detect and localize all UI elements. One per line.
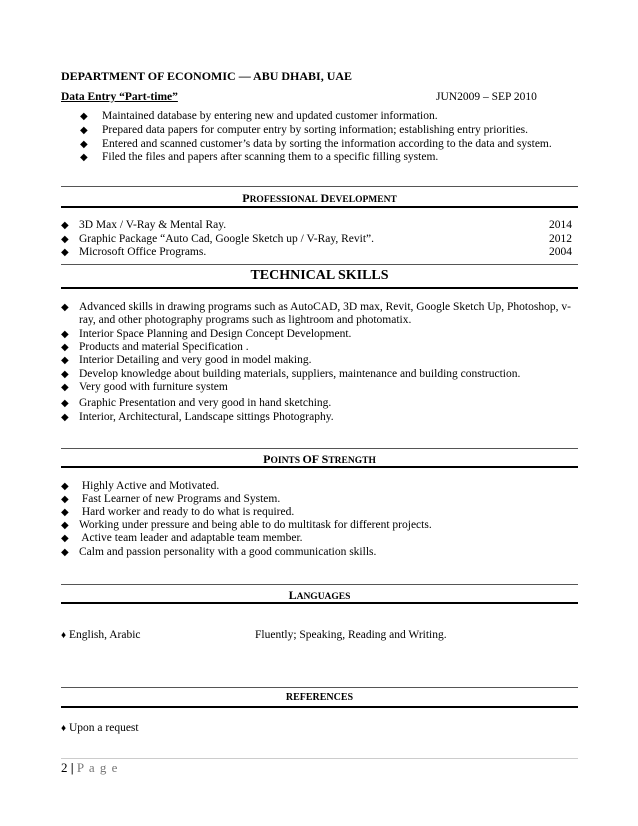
diamond-bullet-icon: ◆ — [61, 412, 69, 423]
divider — [61, 287, 578, 289]
footer-separator: | — [67, 760, 77, 775]
diamond-bullet-icon: ◆ — [61, 342, 69, 353]
references-row — [61, 722, 139, 735]
divider — [61, 602, 578, 604]
diamond-bullet-icon: ◆ — [61, 481, 69, 492]
diamond-bullet-icon: ◆ — [61, 369, 69, 380]
language-level: Fluently; Speaking, Reading and Writing. — [255, 629, 447, 641]
divider — [61, 706, 578, 708]
diamond-bullet-icon: ◆ — [61, 507, 69, 518]
divider — [61, 186, 578, 187]
year: 2014 — [549, 219, 572, 231]
diamond-bullet-icon: ◆ — [80, 125, 88, 136]
diamond-bullet-icon: ◆ — [61, 398, 69, 409]
divider — [61, 584, 578, 585]
diamond-bullet-icon: ◆ — [61, 494, 69, 505]
footer-divider — [61, 758, 578, 759]
job-title: Data Entry “Part-time” — [61, 91, 178, 103]
diamond-bullet-icon: ◆ — [61, 234, 69, 245]
references-text: Upon a request — [66, 722, 139, 734]
page-number: 2 — [61, 760, 68, 775]
page-word: P a g e — [76, 760, 119, 775]
diamond-bullet-icon: ◆ — [61, 247, 69, 258]
diamond-bullet-icon: ◆ — [61, 329, 69, 340]
page-footer — [61, 760, 118, 776]
divider — [61, 264, 578, 265]
section-heading-languages: LANGUAGES — [288, 588, 351, 602]
divider — [61, 206, 578, 208]
divider — [61, 448, 578, 449]
diamond-bullet-icon: ◆ — [61, 302, 69, 313]
language-row — [61, 629, 141, 642]
language-names: English, Arabic — [66, 629, 141, 641]
diamond-bullet-icon: ◆ — [61, 547, 69, 558]
diamond-bullet-icon: ◆ — [80, 152, 88, 163]
diamond-bullet-icon: ◆ — [80, 139, 88, 150]
divider — [61, 687, 578, 688]
diamond-bullet-icon: ♦ — [61, 630, 67, 641]
diamond-bullet-icon: ◆ — [61, 382, 69, 393]
diamond-bullet-icon: ◆ — [61, 220, 69, 231]
list-item-continuation: ray, and other photography programs such as lightroom and photomatix. — [79, 314, 412, 326]
employer-heading: DEPARTMENT OF ECONOMIC — ABU DHABI, UAE — [61, 69, 353, 83]
section-heading-references: REFERENCES — [285, 692, 354, 703]
diamond-bullet-icon: ◆ — [61, 520, 69, 531]
section-heading-professional-development: PROFESSIONAL DEVELOPMENT — [242, 191, 397, 205]
diamond-bullet-icon: ♦ — [61, 723, 67, 734]
divider — [61, 466, 578, 468]
diamond-bullet-icon: ◆ — [61, 533, 69, 544]
diamond-bullet-icon: ◆ — [80, 111, 88, 122]
year: 2004 — [549, 246, 572, 258]
section-heading-points-of-strength: POINTS OF STRENGTH — [263, 452, 376, 466]
job-dates: JUN2009 – SEP 2010 — [436, 91, 537, 103]
section-heading-technical-skills: TECHNICAL SKILLS — [250, 268, 389, 283]
diamond-bullet-icon: ◆ — [61, 355, 69, 366]
year: 2012 — [549, 233, 572, 245]
